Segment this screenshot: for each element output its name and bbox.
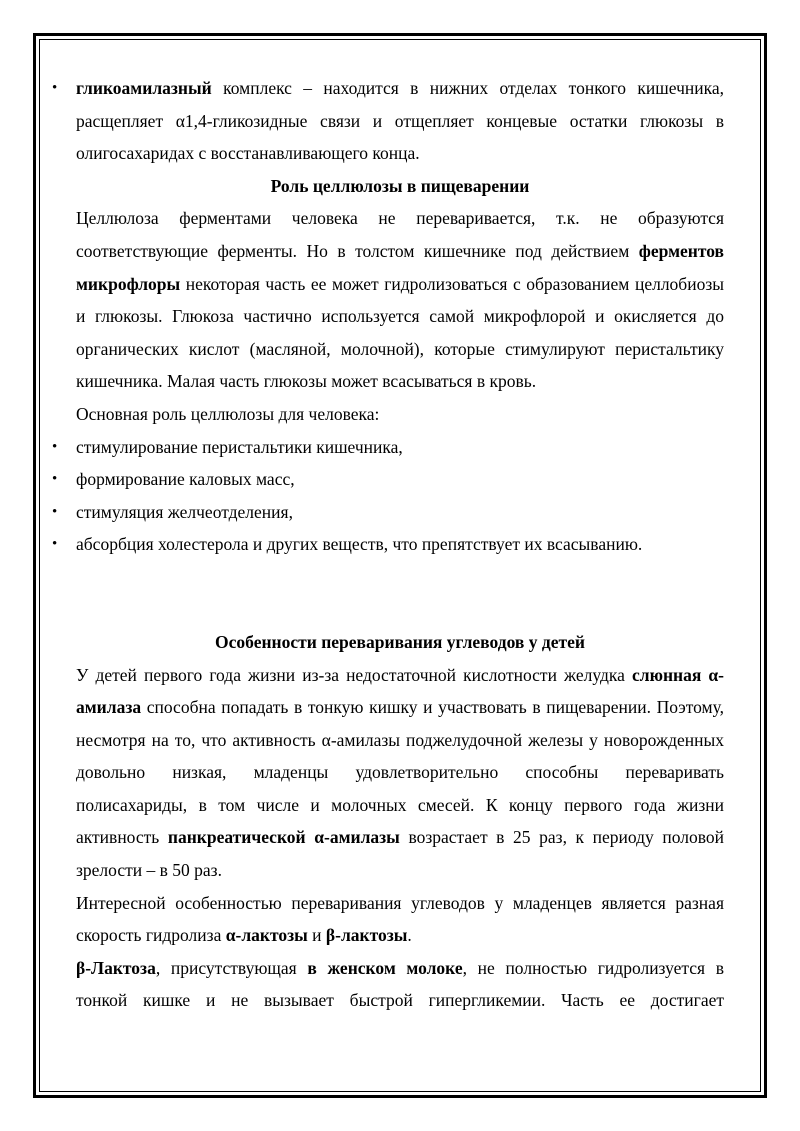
- lactose-paragraph: [76, 887, 724, 952]
- bullet-glyph: •: [52, 438, 58, 455]
- bold-term: панкреатической α-амилазы: [167, 827, 400, 848]
- paragraph-text: комплекс – находится в нижних отделах тонкого кишечника, расщепляет α1,4-гликозидные связи и отщепляет концевые остатки глюкозы в олигосахаридах с восстанавливающего конца.: [76, 78, 724, 164]
- list-item: [52, 431, 724, 464]
- paragraph-text: способна попадать в тонкую кишку и участвовать в пищеварении. Поэтому, несмотря на то, что активность α-амилазы поджелудочной железы у новорожденных довольно низкая, младенцы удовлетворительно способны переваривать полисахариды, в том числе и молочных смесей. К концу первого года жизни активность: [76, 697, 724, 848]
- cellulose-role-intro: Основная роль целлюлозы для человека:: [76, 403, 380, 424]
- bullet-glyph: •: [52, 471, 58, 488]
- paragraph-text: Интересной особенностью переваривания углеводов у младенцев является разная скорость гидролиза: [76, 892, 724, 946]
- paragraph-text: , не полностью гидролизуется в тонкой кишке и не вызывает быстрой гипергликемии. Часть ее достигает: [76, 957, 724, 1011]
- list-item-text: стимулирование перистальтики кишечника,: [76, 436, 403, 457]
- paragraph-text: некоторая часть ее может гидролизоваться с образованием целлобиозы и глюкозы. Глюкоза частично используется самой микрофлорой и окисляется до органических кислот (масляной, молочной), которые стимулируют перистальтику кишечника. Малая часть глюкозы может всасываться в кровь.: [76, 273, 724, 392]
- bold-term: α-лактозы: [225, 925, 308, 946]
- list-item: [52, 496, 724, 529]
- paragraph-text: и: [307, 925, 326, 946]
- bold-term: в женском молоке: [307, 957, 463, 978]
- paragraph-text: Целлюлоза ферментами человека не переваривается, т.к. не образуются соответствующие ферменты. Но в толстом кишечнике под действием: [76, 208, 724, 261]
- bold-term: β-лактозы: [325, 925, 408, 946]
- paragraph-text: .: [407, 925, 412, 946]
- beta-lactose-paragraph: [76, 952, 724, 1017]
- section-spacer: [76, 561, 724, 626]
- bold-term: ферментов микрофлоры: [76, 240, 724, 294]
- section-heading-children: Особенности переваривания углеводов у детей: [215, 631, 585, 652]
- enzyme-bullet-paragraph: [52, 72, 724, 170]
- section-heading-cellulose: Роль целлюлозы в пищеварении: [270, 175, 530, 196]
- bold-term: слюнная α-амилаза: [76, 664, 725, 718]
- list-item-text: абсорбция холестерола и других веществ, что препятствует их всасыванию.: [76, 534, 643, 555]
- bullet-glyph: •: [52, 80, 58, 96]
- list-item: [52, 528, 724, 561]
- cellulose-paragraph: [76, 202, 724, 398]
- paragraph-text: , присутствующая: [155, 957, 308, 978]
- list-item-text: формирование каловых масс,: [76, 469, 295, 490]
- bullet-glyph: •: [52, 503, 58, 520]
- children-digestion-paragraph: [76, 659, 724, 887]
- bold-term: β-Лактоза: [76, 957, 156, 978]
- paragraph-text: У детей первого года жизни из-за недостаточной кислотности желудка: [76, 664, 632, 685]
- list-item: [52, 463, 724, 496]
- document-body: [52, 72, 725, 1017]
- list-item-text: стимуляция желчеотделения,: [76, 501, 293, 522]
- paragraph-text: возрастает в 25 раз, к периоду половой зрелости – в 50 раз.: [76, 827, 725, 881]
- bold-term: гликоамилазный: [76, 78, 212, 98]
- bullet-glyph: •: [52, 536, 58, 553]
